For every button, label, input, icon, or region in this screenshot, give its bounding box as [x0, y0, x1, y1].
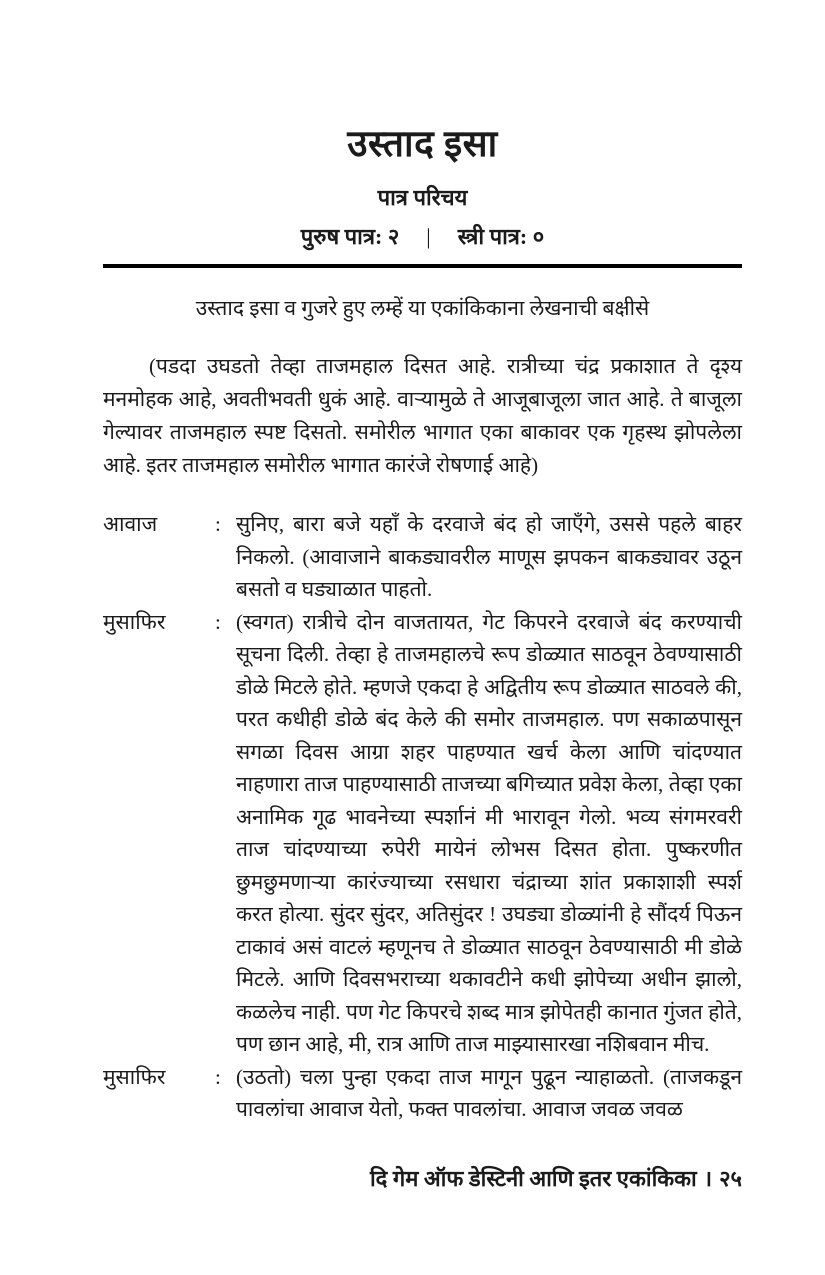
- cast-separator: |: [426, 224, 431, 250]
- speaker-colon: :: [215, 609, 221, 634]
- play-title: उस्ताद इसा: [347, 124, 498, 165]
- stage-direction: (पडदा उघडतो तेव्हा ताजमहाल दिसत आहे. रात्रीच्या चंद्र प्रकाशात ते दृश्य मनमोहक आहे, अवतीभवती धुकं आहे. वाऱ्यामुळे ते आजूबाजूला जात आहे. ते बाजूला गेल्यावर ताजमहाल स्पष्ट दिसतो. समोरील भागात एका बाकावर एक गृहस्थ झोपलेला आहे. इतर ताजमहाल समोरील भागात कारंजे रोषणाई आहे): [103, 354, 742, 478]
- footer-separator: ।: [703, 1166, 713, 1191]
- dialogue-block: [103, 1061, 742, 1126]
- cast-heading: पात्र परिचय: [377, 185, 468, 211]
- dialogue-block: [103, 606, 742, 1061]
- speech-text: (उठतो) चला पुन्हा एकदा ताज मागून पुढून न्याहाळतो. (ताजकडून पावलांचा आवाज येतो, फक्त पावलांचा. आवाज जवळ जवळ: [236, 1064, 742, 1122]
- dialogue-section: [103, 508, 742, 1126]
- dialogue-block: [103, 508, 742, 606]
- page-number: २५: [719, 1166, 742, 1191]
- dedication-line: उस्ताद इसा व गुजरे हुए लम्हें या एकांकिकाना लेखनाची बक्षीसे: [195, 296, 650, 321]
- cast-counts: [103, 221, 742, 251]
- book-title: दि गेम ऑफ डेस्टिनी आणि इतर एकांकिका: [369, 1166, 697, 1191]
- male-cast-count: पुरुष पात्र: २: [300, 224, 400, 250]
- speaker-colon: :: [215, 512, 221, 537]
- speaker-colon: :: [215, 1064, 221, 1089]
- speech-text: (स्वगत) रात्रीचे दोन वाजतायत, गेट किपरने दरवाजे बंद करण्याची सूचना दिली. तेव्हा हे ताजमहालचे रूप डोळ्यात साठवून ठेवण्यासाठी डोळे मिटले होते. म्हणजे एकदा हे अद्वितीय रूप डोळ्यात साठवले की, परत कधीही डोळे बंद केले की समोर ताजमहाल. पण सकाळपासून सगळा दिवस आग्रा शहर पाहण्यात खर्च केला आणि चांदण्यात नाहणारा ताज पाहण्यासाठी ताजच्या बगिच्यात प्रवेश केला, तेव्हा एका अनामिक गूढ भावनेच्या स्पर्शानं मी भारावून गेलो. भव्य संगमरवरी ताज चांदण्याच्या रुपेरी मायेनं लोभस दिसत होता. पुष्करणीत छुमछुमणाऱ्या कारंज्याच्या रसधारा चंद्राच्या शांत प्रकाशाशी स्पर्श करत होत्या. सुंदर सुंदर, अतिसुंदर ! उघड्या डोळ्यांनी हे सौंदर्य पिऊन टाकावं असं वाटलं म्हणूनच ते डोळ्यात साठवून ठेवण्यासाठी मी डोळे मिटले. आणि दिवसभराच्या थकावटीने कधी झोपेच्या अधीन झालो, कळलेच नाही. पण गेट किपरचे शब्द मात्र झोपेतही कानात गुंजत होते, पण छान आहे, मी, रात्र आणि ताज माझ्यासारखा नशिबवान मीच.: [236, 609, 742, 1057]
- speaker-name: आवाज: [103, 512, 158, 537]
- speaker-name: मुसाफिर: [103, 609, 166, 634]
- play-header: [103, 122, 742, 268]
- page-footer: [370, 1163, 742, 1193]
- female-cast-count: स्त्री पात्र: ०: [457, 224, 545, 250]
- speech-text: सुनिए, बारा बजे यहाँ के दरवाजे बंद हो जाएँगे, उससे पहले बाहर निकलो. (आवाजाने बाकड्यावरील माणूस झपकन बाकड्यावर उठून बसतो व घड्याळात पाहतो.: [236, 512, 742, 602]
- speaker-name: मुसाफिर: [103, 1064, 166, 1089]
- header-rule: [103, 264, 742, 268]
